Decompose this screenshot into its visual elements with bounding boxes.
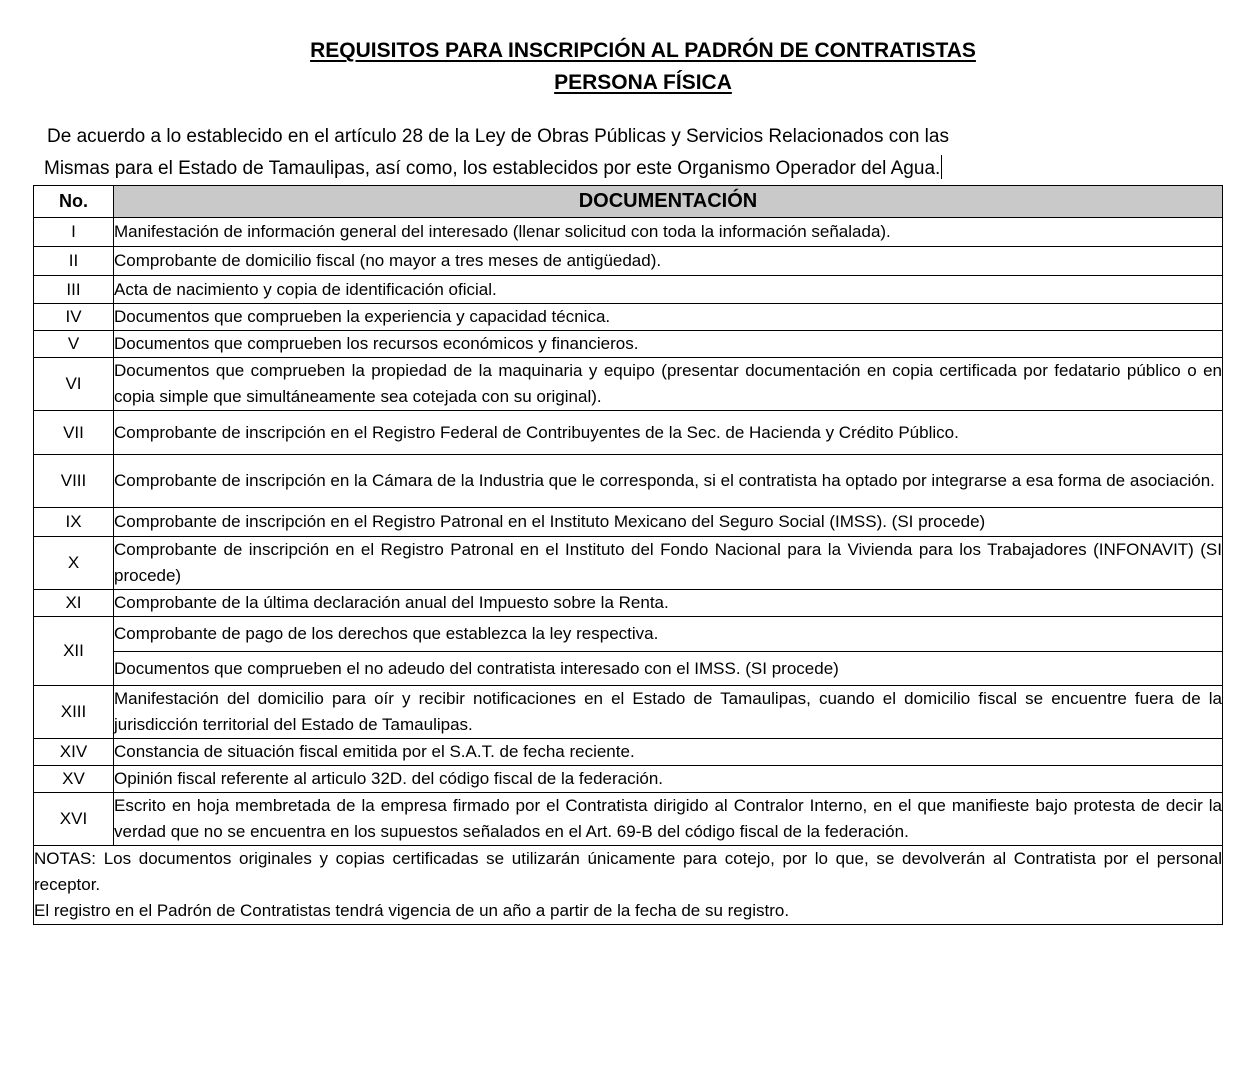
row-document: Manifestación del domicilio para oír y recibir notificaciones en el Estado de Tamaulipas, cuando el domicilio fiscal se encuentre fuera de la jurisdicción territorial del Estado de Tamaulipas. [114, 686, 1223, 739]
table-row [34, 652, 1223, 686]
requirements-table [33, 185, 1223, 925]
table-row [34, 247, 1223, 276]
row-document: Opinión fiscal referente al articulo 32D. del código fiscal de la federación. [114, 766, 1223, 793]
row-document: Comprobante de pago de los derechos que establezca la ley respectiva. [114, 617, 1223, 652]
table-row [34, 590, 1223, 617]
row-number: XII [34, 617, 114, 686]
intro-line-2-text: Mismas para el Estado de Tamaulipas, así como, los establecidos por este Organismo Operador del Agua. [44, 158, 941, 179]
intro-line-2 [44, 155, 942, 182]
header-no: No. [34, 186, 114, 218]
row-document: Acta de nacimiento y copia de identificación oficial. [114, 276, 1223, 304]
row-document: Comprobante de inscripción en el Registro Federal de Contribuyentes de la Sec. de Hacienda y Crédito Público. [114, 411, 1223, 455]
table-row [34, 686, 1223, 739]
row-document: Manifestación de información general del interesado (llenar solicitud con toda la información señalada). [114, 218, 1223, 247]
row-document: Escrito en hoja membretada de la empresa firmado por el Contratista dirigido al Contralor Interno, en el que manifieste bajo protesta de decir la verdad que no se encuentra en los supuestos señalados en el Art. 69-B del código fiscal de la federación. [114, 793, 1223, 846]
table-row [34, 218, 1223, 247]
row-number: V [34, 331, 114, 358]
table-row [34, 411, 1223, 455]
row-number: X [34, 537, 114, 590]
row-number: XIII [34, 686, 114, 739]
row-document: Comprobante de inscripción en el Registro Patronal en el Instituto Mexicano del Seguro Social (IMSS). (SI procede) [114, 508, 1223, 537]
row-document: Documentos que comprueben la propiedad de la maquinaria y equipo (presentar documentación en copia certificada por fedatario público o en copia simple que simultáneamente sea cotejada con su original). [114, 358, 1223, 411]
row-document: Comprobante de inscripción en el Registro Patronal en el Instituto del Fondo Nacional para la Vivienda para los Trabajadores (INFONAVIT) (SI procede) [114, 537, 1223, 590]
row-document: Comprobante de la última declaración anual del Impuesto sobre la Renta. [114, 590, 1223, 617]
document-subtitle: PERSONA FÍSICA [554, 71, 732, 94]
header-documentacion: DOCUMENTACIÓN [114, 186, 1223, 218]
row-number: IX [34, 508, 114, 537]
table-row [34, 739, 1223, 766]
table-row [34, 793, 1223, 846]
table-row [34, 358, 1223, 411]
row-number: XVI [34, 793, 114, 846]
table-row [34, 331, 1223, 358]
table-row [34, 766, 1223, 793]
row-number: II [34, 247, 114, 276]
row-number: XV [34, 766, 114, 793]
row-number: XIV [34, 739, 114, 766]
table-row [34, 276, 1223, 304]
row-number: VIII [34, 455, 114, 508]
table-row [34, 617, 1223, 652]
row-document: Constancia de situación fiscal emitida por el S.A.T. de fecha reciente. [114, 739, 1223, 766]
table-row [34, 304, 1223, 331]
notes-row [34, 846, 1223, 925]
table-row [34, 537, 1223, 590]
row-number: XI [34, 590, 114, 617]
notes-line-2: El registro en el Padrón de Contratistas tendrá vigencia de un año a partir de la fecha de su registro. [34, 901, 790, 920]
notes-cell [34, 846, 1223, 925]
row-document: Comprobante de domicilio fiscal (no mayor a tres meses de antigüedad). [114, 247, 1223, 276]
row-document: Documentos que comprueben el no adeudo del contratista interesado con el IMSS. (SI procede) [114, 652, 1223, 686]
table-row [34, 455, 1223, 508]
text-cursor [941, 155, 942, 179]
row-number: I [34, 218, 114, 247]
row-number: VII [34, 411, 114, 455]
intro-line-1: De acuerdo a lo establecido en el artículo 28 de la Ley de Obras Públicas y Servicios Relacionados con las [47, 126, 949, 147]
row-number: IV [34, 304, 114, 331]
row-number: III [34, 276, 114, 304]
row-document: Documentos que comprueben la experiencia y capacidad técnica. [114, 304, 1223, 331]
row-document: Comprobante de inscripción en la Cámara de la Industria que le corresponda, si el contratista ha optado por integrarse a esa forma de asociación. [114, 455, 1223, 508]
document-title: REQUISITOS PARA INSCRIPCIÓN AL PADRÓN DE CONTRATISTAS [310, 39, 976, 62]
row-number: VI [34, 358, 114, 411]
row-document: Documentos que comprueben los recursos económicos y financieros. [114, 331, 1223, 358]
notes-line-1: NOTAS: Los documentos originales y copias certificadas se utilizarán únicamente para cotejo, por lo que, se devolverán al Contratista por el personal receptor. [34, 849, 1222, 894]
table-row [34, 508, 1223, 537]
table-header-row [34, 186, 1223, 218]
